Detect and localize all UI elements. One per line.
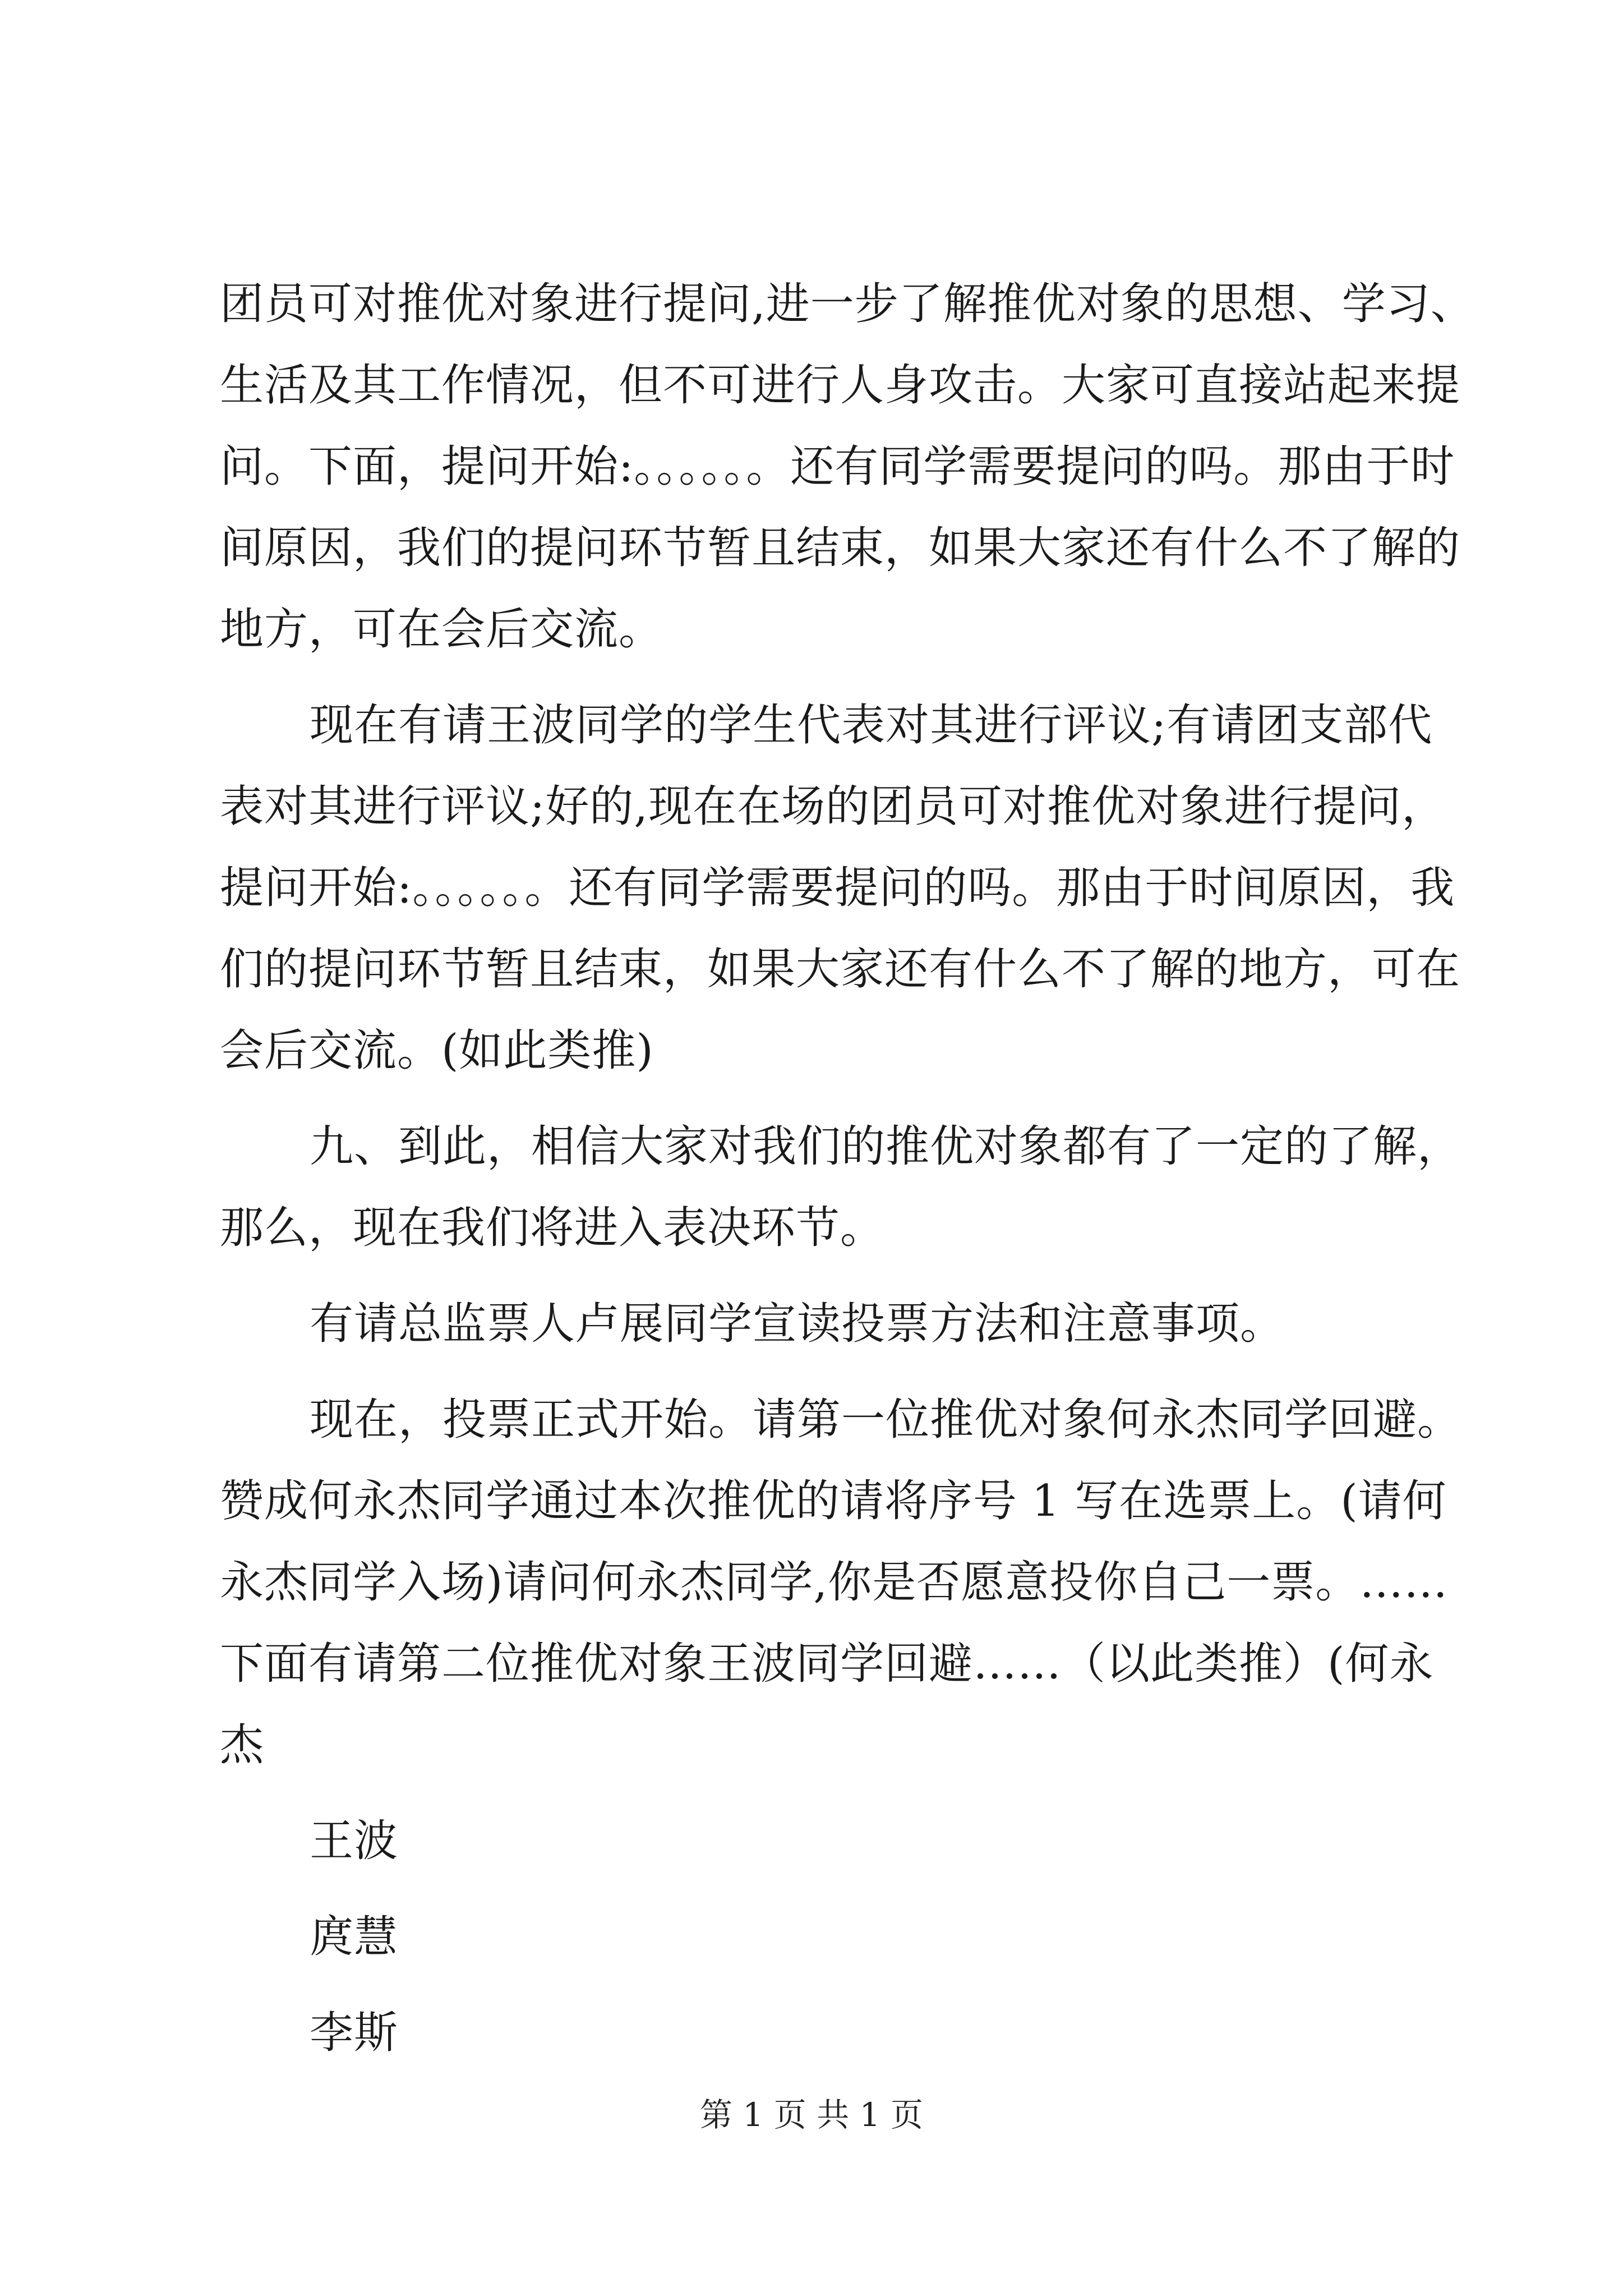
text-line: 李斯 [310, 2008, 399, 2058]
text-line: 王波 [310, 1816, 399, 1866]
paragraph-gap [220, 1786, 1420, 1801]
paragraph [220, 1993, 1420, 2074]
paragraph-gap [220, 1365, 1420, 1379]
text-line: 下面有请第二位推优对象王波同学回避……（以此类推）(何永 [220, 1639, 1434, 1689]
paragraph-gap [220, 1978, 1420, 1993]
text-line: 间原因，我们的提问环节暂且结束，如果大家还有什么不了解的 [220, 523, 1461, 573]
text-line: 地方，可在会后交流。 [220, 604, 663, 655]
page-footer: 第 1 页 共 1 页 [700, 2096, 923, 2134]
paragraph [220, 1801, 1420, 1882]
paragraph-gap [220, 670, 1420, 685]
paragraph-gap [220, 1092, 1420, 1106]
text-line: 有请总监票人卢展同学宣读投票方法和注意事项。 [310, 1299, 1285, 1349]
text-line: 现在有请王波同学的学生代表对其进行评议;有请团支部代 [310, 700, 1433, 751]
paragraph [220, 1897, 1420, 1978]
text-line: 提问开始:。。。。。。还有同学需要提问的吗。那由于时间原因，我 [220, 863, 1455, 913]
text-line: 问。下面，提问开始:。。。。。。还有同学需要提问的吗。那由于时 [220, 441, 1455, 492]
text-line: 赞成何永杰同学通过本次推优的请将序号 1 写在选票上。(请何 [220, 1476, 1447, 1526]
paragraph [220, 1379, 1462, 1786]
text-line: 团员可对推优对象进行提问,进一步了解推优对象的思想、学习、 [220, 279, 1475, 329]
text-line: 生活及其工作情况，但不可进行人身攻击。大家可直接站起来提 [220, 360, 1461, 411]
paragraph [220, 685, 1461, 1092]
paragraph [220, 1106, 1462, 1269]
text-line: 会后交流。(如此类推) [220, 1025, 654, 1076]
text-line: 九、到此，相信大家对我们的推优对象都有了一定的了解， [310, 1121, 1462, 1172]
text-line: 永杰同学入场)请问何永杰同学,你是否愿意投你自己一票。…… [220, 1557, 1449, 1608]
paragraph [220, 1283, 1420, 1365]
text-line: 们的提问环节暂且结束，如果大家还有什么不了解的地方，可在 [220, 944, 1461, 995]
paragraph [220, 264, 1475, 670]
text-line: 杰 [220, 1720, 265, 1770]
text-line: 那么，现在我们将进入表决环节。 [220, 1203, 885, 1253]
document-body [220, 264, 1475, 2074]
text-line: 表对其进行评议;好的,现在在场的团员可对推优对象进行提问， [220, 781, 1446, 832]
paragraph-gap [220, 1882, 1420, 1897]
paragraph-gap [220, 1269, 1420, 1283]
text-line: 现在，投票正式开始。请第一位推优对象何永杰同学回避。 [310, 1395, 1462, 1445]
text-line: 庹慧 [310, 1912, 399, 1962]
